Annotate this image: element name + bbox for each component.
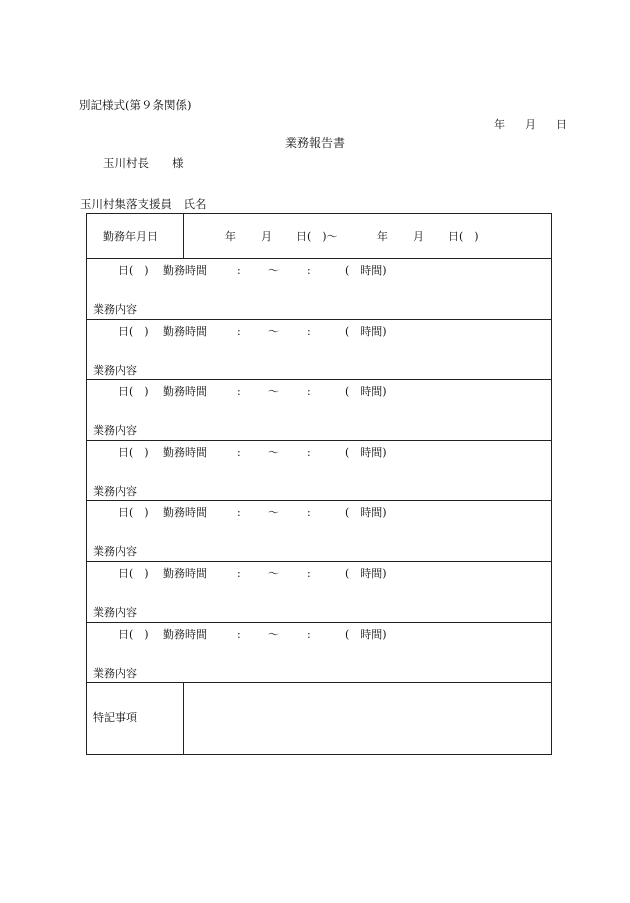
row-divider <box>87 561 551 562</box>
entry-content-label: 業務内容 <box>93 606 137 619</box>
entry-day: 日( ) <box>118 445 149 459</box>
row-divider <box>87 500 551 501</box>
entry-day: 日( ) <box>118 264 149 277</box>
remarks-label: 特記事項 <box>93 711 137 724</box>
entry-end-time-sep: : <box>307 567 311 580</box>
entry-tilde: ～ <box>268 385 279 399</box>
entry-content-label: 業務内容 <box>93 424 137 438</box>
entry-start-time-sep: : <box>237 627 241 641</box>
date-day: 日 <box>556 118 567 131</box>
entry-end-time-sep: : <box>307 264 311 277</box>
entry-tilde: ～ <box>268 567 279 580</box>
row-divider <box>87 440 551 441</box>
entry-work-hours-label: 勤務時間 <box>163 385 207 399</box>
entry-content-label: 業務内容 <box>93 666 137 680</box>
period-start-month: 月 <box>261 230 272 243</box>
entry-work-hours-label: 勤務時間 <box>163 264 207 277</box>
period-label: 勤務年月日 <box>103 230 158 243</box>
row-divider <box>87 682 551 683</box>
period-end-year: 年 <box>377 230 388 243</box>
entry-end-time-sep: : <box>307 324 311 338</box>
entry-start-time-sep: : <box>237 264 241 277</box>
row-divider <box>87 379 551 380</box>
entry-start-time-sep: : <box>237 567 241 580</box>
row-divider <box>87 319 551 320</box>
period-end-day: 日( ) <box>448 230 479 243</box>
entry-content-label: 業務内容 <box>93 303 137 316</box>
entry-total-hours: ( 時間) <box>345 567 387 580</box>
period-end-month: 月 <box>413 230 424 243</box>
entry-tilde: ～ <box>268 445 279 459</box>
report-table <box>86 213 552 755</box>
entry-work-hours-label: 勤務時間 <box>163 324 207 338</box>
entry-day: 日( ) <box>118 506 149 520</box>
entry-tilde: ～ <box>268 264 279 277</box>
entry-work-hours-label: 勤務時間 <box>163 567 207 580</box>
entry-day: 日( ) <box>118 385 149 399</box>
entry-total-hours: ( 時間) <box>345 445 387 459</box>
row-divider <box>87 258 551 259</box>
entry-total-hours: ( 時間) <box>345 385 387 399</box>
entry-total-hours: ( 時間) <box>345 324 387 338</box>
entry-start-time-sep: : <box>237 506 241 520</box>
entry-day: 日( ) <box>118 567 149 580</box>
entry-total-hours: ( 時間) <box>345 506 387 520</box>
entry-content-label: 業務内容 <box>93 363 137 377</box>
date-line <box>494 118 567 132</box>
addressee: 玉川村長 様 <box>103 156 184 170</box>
document-title: 業務報告書 <box>284 136 345 150</box>
form-reference: 別記様式(第９条関係) <box>79 98 192 112</box>
entry-day: 日( ) <box>118 324 149 338</box>
entry-start-time-sep: : <box>237 445 241 459</box>
entry-end-time-sep: : <box>307 506 311 520</box>
entry-end-time-sep: : <box>307 385 311 399</box>
entry-work-hours-label: 勤務時間 <box>163 627 207 641</box>
period-start-year: 年 <box>225 230 236 243</box>
entry-end-time-sep: : <box>307 445 311 459</box>
entry-content-label: 業務内容 <box>93 484 137 498</box>
entry-work-hours-label: 勤務時間 <box>163 506 207 520</box>
entry-start-time-sep: : <box>237 324 241 338</box>
period-divider <box>183 214 184 258</box>
entry-work-hours-label: 勤務時間 <box>163 445 207 459</box>
period-start-day: 日( )～ <box>296 230 338 243</box>
entry-start-time-sep: : <box>237 385 241 399</box>
entry-tilde: ～ <box>268 627 279 641</box>
entry-tilde: ～ <box>268 506 279 520</box>
date-year: 年 <box>494 118 505 131</box>
remarks-divider <box>183 682 184 755</box>
entry-day: 日( ) <box>118 627 149 641</box>
reporter-name-label: 玉川村集落支援員 氏名 <box>80 197 207 211</box>
row-divider <box>87 622 551 623</box>
entry-content-label: 業務内容 <box>93 545 137 559</box>
entry-total-hours: ( 時間) <box>345 264 387 277</box>
entry-tilde: ～ <box>268 324 279 338</box>
date-month: 月 <box>525 118 536 131</box>
entry-total-hours: ( 時間) <box>345 627 387 641</box>
entry-end-time-sep: : <box>307 627 311 641</box>
